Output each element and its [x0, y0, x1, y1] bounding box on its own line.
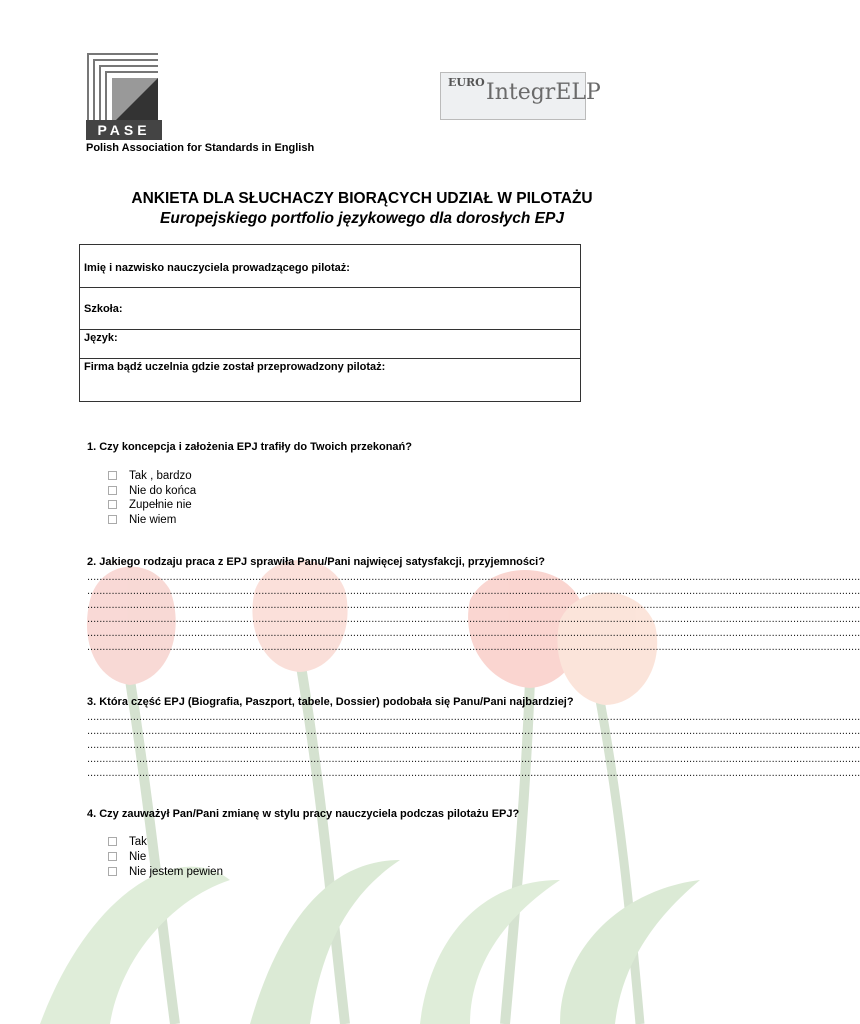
question-1: 1. Czy koncepcja i założenia EPJ trafiły do Twoich przekonań?	[87, 441, 412, 453]
answer-line[interactable]: .............................................................................................................................................................................................................................................................	[87, 599, 860, 611]
language-label: Język:	[84, 332, 118, 344]
school-label: Szkoła:	[84, 303, 123, 315]
question-3: 3. Która część EPJ (Biografia, Paszport, tabele, Dossier) podobała się Panu/Pani najbardziej?	[87, 696, 574, 708]
answer-line[interactable]: .............................................................................................................................................................................................................................................................	[87, 739, 860, 751]
answer-line[interactable]: .............................................................................................................................................................................................................................................................	[87, 627, 860, 639]
q1-option-1[interactable]: Tak , bardzo	[108, 470, 192, 482]
school-row[interactable]	[80, 288, 580, 330]
pase-logo-text: PASE	[86, 120, 162, 140]
q4-option-2[interactable]: Nie	[108, 851, 146, 863]
q4-option-1[interactable]: Tak	[108, 836, 147, 848]
answer-line[interactable]: .............................................................................................................................................................................................................................................................	[87, 641, 860, 653]
checkbox-icon[interactable]	[108, 867, 117, 876]
q1-option-2[interactable]: Nie do końca	[108, 485, 196, 497]
answer-line[interactable]: .............................................................................................................................................................................................................................................................	[87, 571, 860, 583]
checkbox-icon[interactable]	[108, 486, 117, 495]
company-row[interactable]	[80, 359, 580, 401]
company-label: Firma bądź uczelnia gdzie został przeprowadzony pilotaż:	[84, 361, 386, 373]
q1-option-3[interactable]: Zupełnie nie	[108, 499, 192, 511]
answer-line[interactable]: .............................................................................................................................................................................................................................................................	[87, 711, 860, 723]
checkbox-icon[interactable]	[108, 471, 117, 480]
answer-line[interactable]: .............................................................................................................................................................................................................................................................	[87, 767, 860, 779]
answer-line[interactable]: .............................................................................................................................................................................................................................................................	[87, 585, 860, 597]
q4-option-3[interactable]: Nie jestem pewien	[108, 866, 223, 878]
question-4: 4. Czy zauważył Pan/Pani zmianę w stylu pracy nauczyciela podczas pilotażu EPJ?	[87, 808, 520, 820]
euro-logo-small-text: EURO	[448, 76, 485, 89]
euro-logo-big-text: IntegrELP	[486, 80, 601, 105]
info-table	[79, 244, 581, 402]
teacher-label: Imię i nazwisko nauczyciela prowadzącego pilotaż:	[84, 262, 350, 274]
checkbox-icon[interactable]	[108, 500, 117, 509]
answer-line[interactable]: .............................................................................................................................................................................................................................................................	[87, 753, 860, 765]
document-title: ANKIETA DLA SŁUCHACZY BIORĄCYCH UDZIAŁ W PILOTAŻU	[131, 190, 593, 207]
answer-line[interactable]: .............................................................................................................................................................................................................................................................	[87, 725, 860, 737]
teacher-row[interactable]	[80, 245, 580, 288]
checkbox-icon[interactable]	[108, 515, 117, 524]
checkbox-icon[interactable]	[108, 837, 117, 846]
q1-option-4[interactable]: Nie wiem	[108, 514, 176, 526]
pase-subtitle: Polish Association for Standards in English	[86, 142, 315, 154]
language-row[interactable]	[80, 330, 580, 359]
answer-line[interactable]: .............................................................................................................................................................................................................................................................	[87, 613, 860, 625]
question-2: 2. Jakiego rodzaju praca z EPJ sprawiła Panu/Pani najwięcej satysfakcji, przyjemności?	[87, 556, 545, 568]
document-subtitle: Europejskiego portfolio językowego dla dorosłych EPJ	[160, 210, 564, 227]
checkbox-icon[interactable]	[108, 852, 117, 861]
